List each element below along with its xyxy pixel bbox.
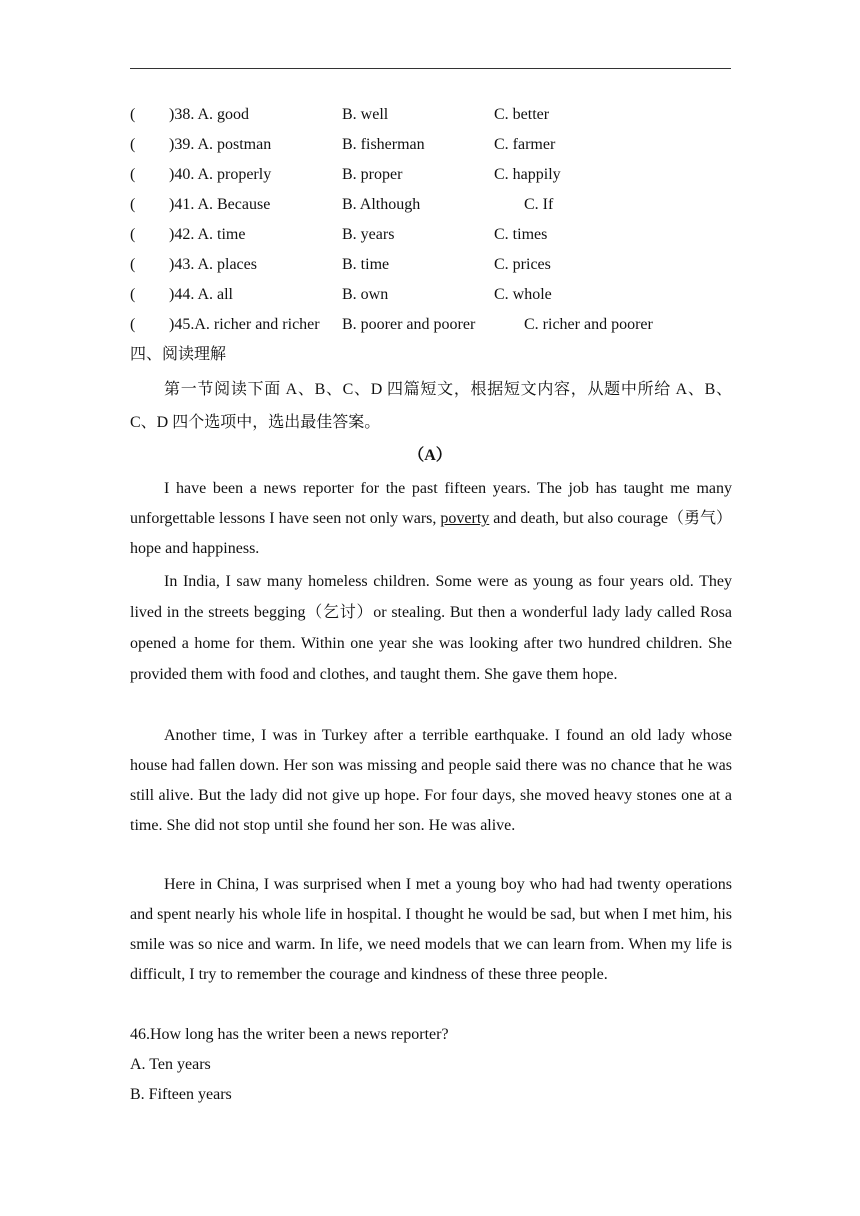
option-a: )39. A. postman [169, 136, 272, 153]
option-c: C. richer and poorer [524, 316, 653, 333]
answer-paren: ( [130, 106, 136, 123]
option-c: C. farmer [494, 136, 556, 153]
header-rule [130, 68, 731, 69]
answer-paren: ( [130, 136, 136, 153]
option-b: B. Although [342, 196, 421, 213]
option-a: )45.A. richer and richer [169, 316, 320, 333]
paragraph-2: In India, I saw many homeless children. Some were as young as four years old. They lived in the streets begging（乞讨）or stealing. But then a wonderful lady lady called Rosa opened a home for them. Within one year she was looking after two hundred children. She provided them with food and clothes, and taught them. She gave them hope. [130, 573, 732, 683]
passage-label: （A） [408, 447, 452, 464]
option-a: )42. A. time [169, 226, 246, 243]
option-c: C. times [494, 226, 548, 243]
option-c: C. prices [494, 256, 551, 273]
answer-paren: ( [130, 316, 136, 333]
answer-option-b: B. Fifteen years [130, 1086, 232, 1103]
answer-paren: ( [130, 256, 136, 273]
section-title: 四、阅读理解 [130, 346, 227, 363]
paragraph-1-text: I have been a news reporter for the past fifteen years. The job has taught me many unforgettable lessons I have seen not only wars, [130, 480, 732, 527]
option-b: B. poorer and poorer [342, 316, 476, 333]
option-b: B. proper [342, 166, 403, 183]
paragraph-1 [130, 474, 732, 564]
answer-option-a: A. Ten years [130, 1056, 211, 1073]
option-b: B. well [342, 106, 389, 123]
paragraph-1-text-end: and death, but also courage（勇气）hope and happiness. [130, 510, 732, 557]
instructions: 第一节阅读下面 A、B、C、D 四篇短文，根据短文内容，从题中所给 A、B、C、D 四个选项中，选出最佳答案。 [130, 381, 732, 431]
question-46: 46.How long has the writer been a news reporter? [130, 1026, 449, 1043]
paragraph-3: Another time, I was in Turkey after a terrible earthquake. I found an old lady whose house had fallen down. Her son was missing and people said there was no chance that he was still alive. But the lady did not give up hope. For four days, she moved heavy stones one at a time. She did not stop until she found her son. He was alive. [130, 727, 732, 834]
answer-paren: ( [130, 196, 136, 213]
option-b: B. time [342, 256, 390, 273]
answer-paren: ( [130, 166, 136, 183]
option-a: )38. A. good [169, 106, 249, 123]
answer-paren: ( [130, 286, 136, 303]
option-c: C. happily [494, 166, 561, 183]
option-a: )40. A. properly [169, 166, 272, 183]
option-c: C. better [494, 106, 550, 123]
option-a: )41. A. Because [169, 196, 271, 213]
option-a: )44. A. all [169, 286, 233, 303]
underlined-word: poverty [440, 510, 490, 527]
option-b: B. years [342, 226, 395, 243]
answer-paren: ( [130, 226, 136, 243]
option-b: B. own [342, 286, 389, 303]
option-c: C. If [524, 196, 554, 213]
option-c: C. whole [494, 286, 552, 303]
option-a: )43. A. places [169, 256, 257, 273]
paragraph-4: Here in China, I was surprised when I met a young boy who had had twenty operations and spent nearly his whole life in hospital. I thought he would be sad, but when I met him, his smile was so nice and warm. In life, we need models that we can learn from. When my life is difficult, I try to remember the courage and kindness of these three people. [130, 876, 732, 983]
option-b: B. fisherman [342, 136, 425, 153]
